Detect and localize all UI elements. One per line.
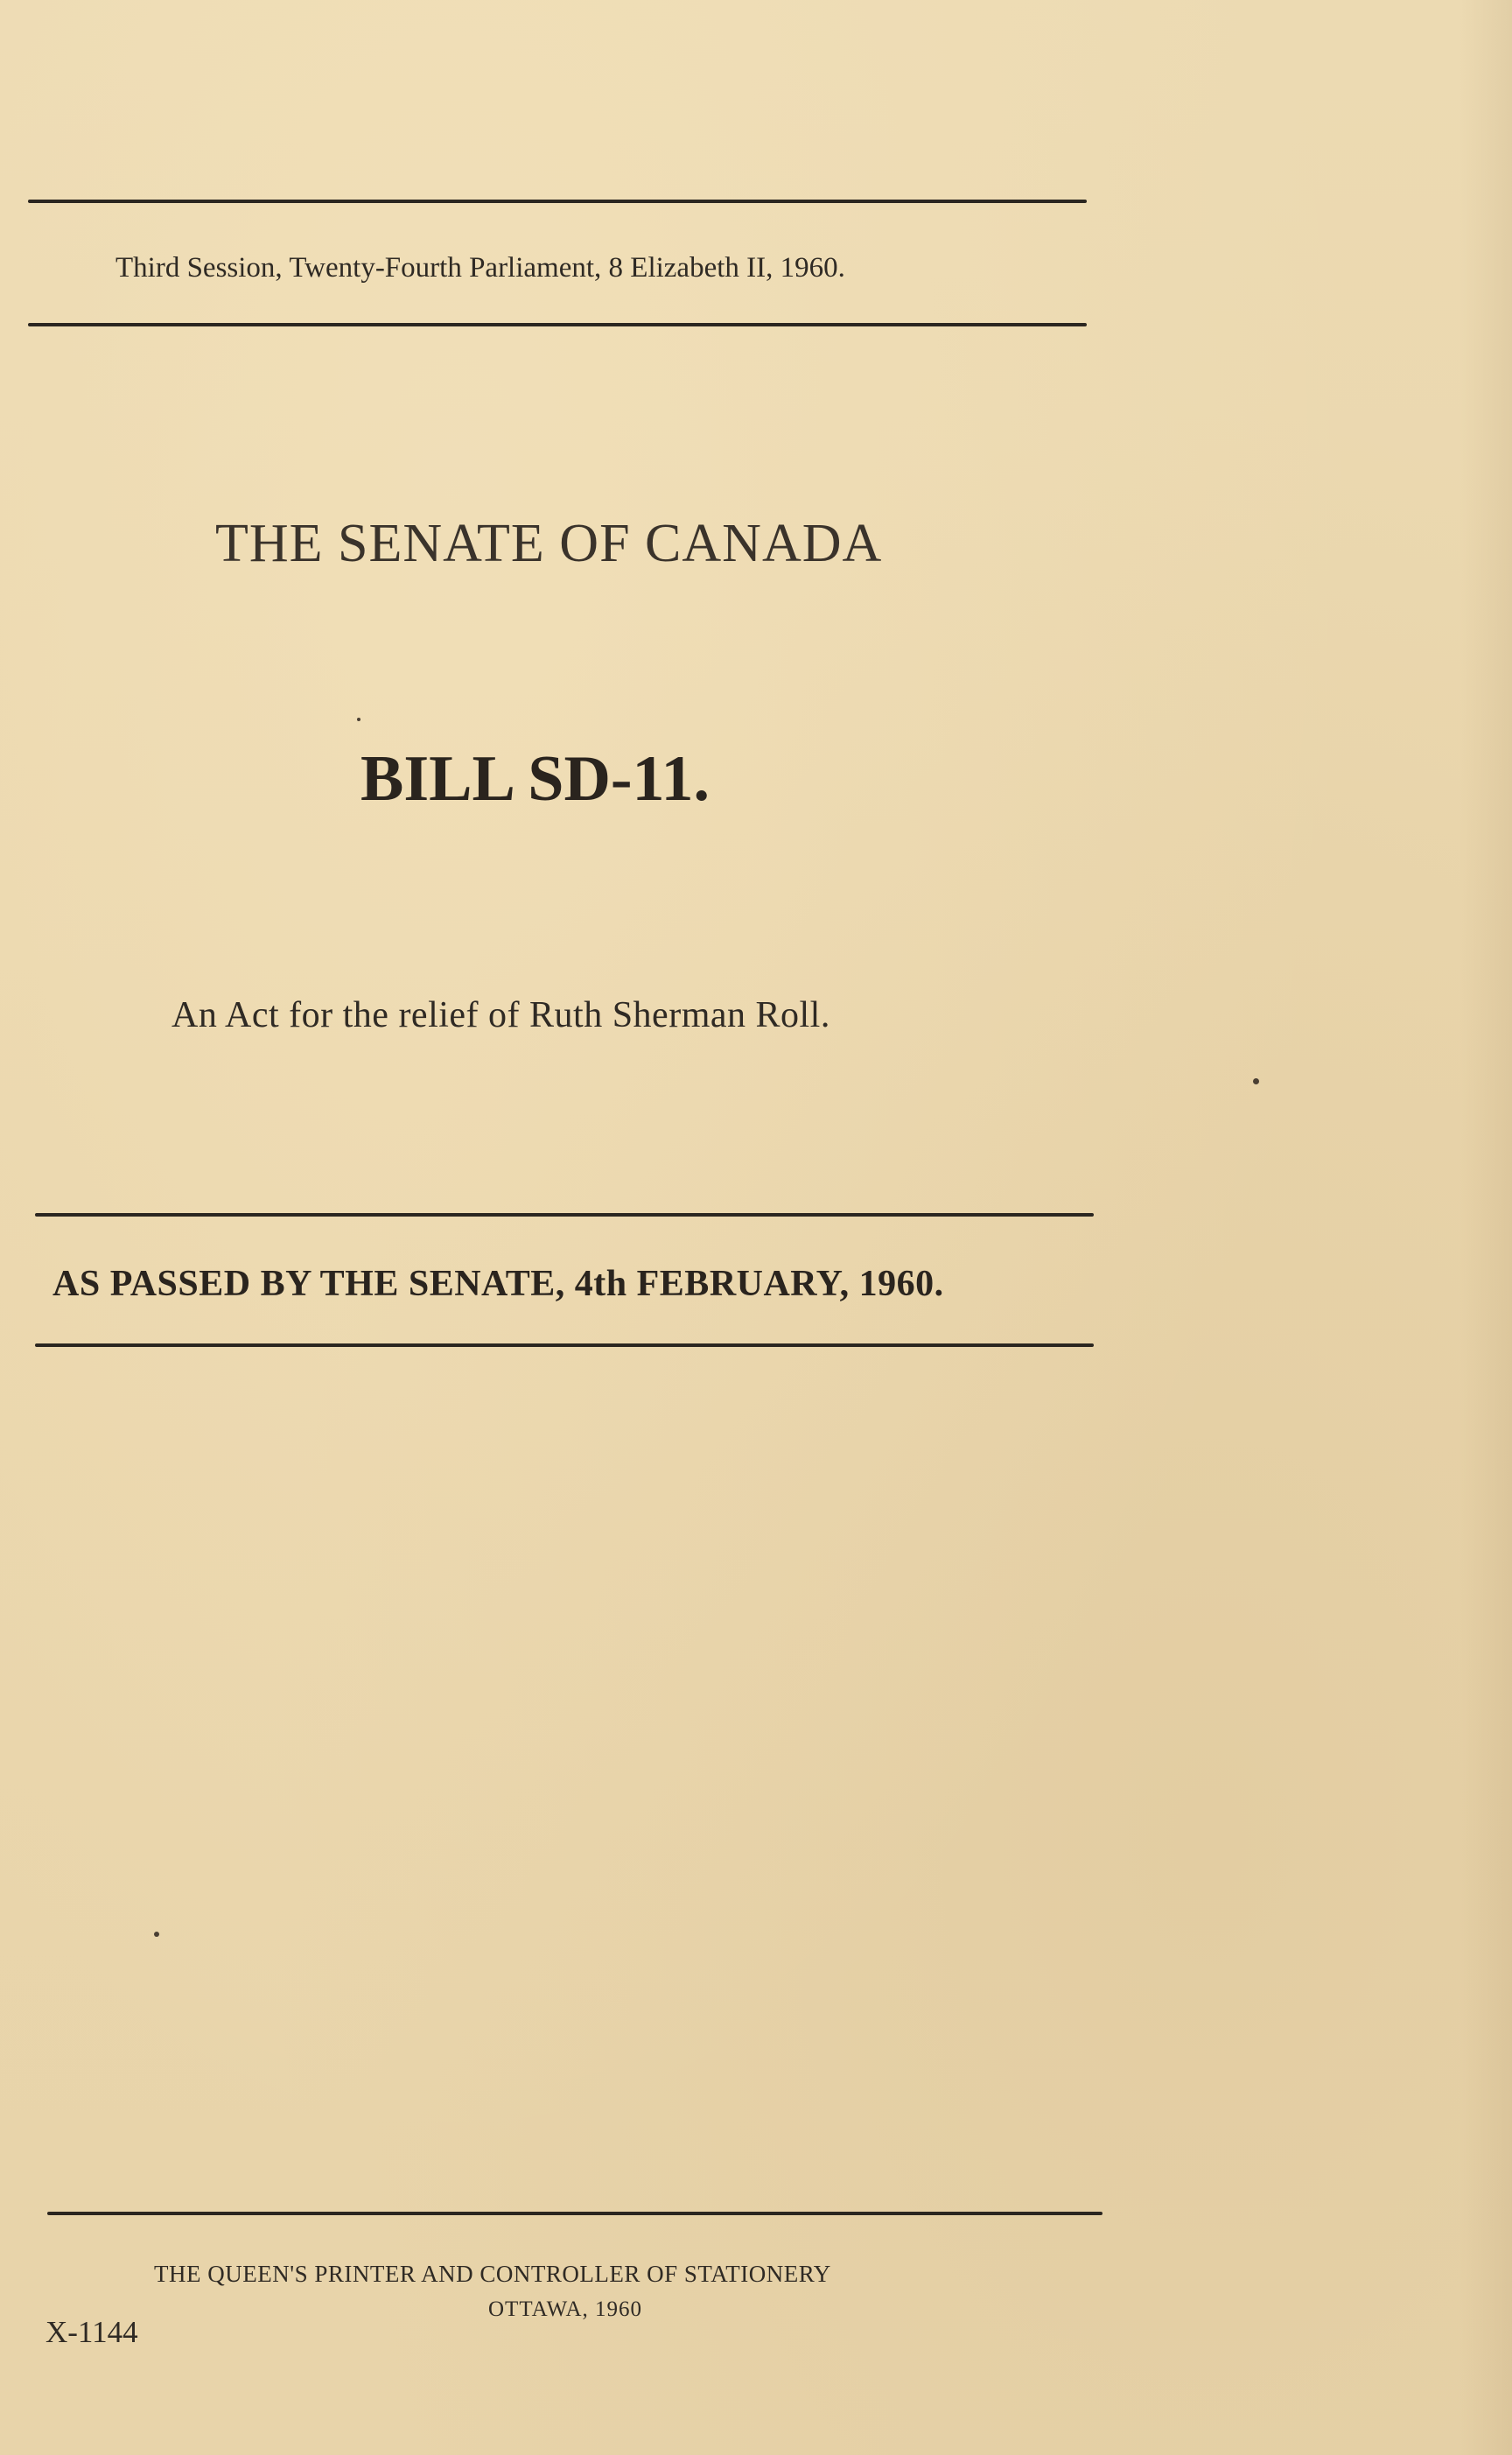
paper-speck	[154, 1932, 159, 1937]
senate-heading: THE SENATE OF CANADA	[215, 514, 883, 573]
printer-city: OTTAWA, 1960	[488, 2297, 643, 2321]
passed-bottom-rule	[35, 1343, 1094, 1347]
document-code: X-1144	[46, 2315, 138, 2349]
passed-line: AS PASSED BY THE SENATE, 4th FEBRUARY, 1960.	[52, 1264, 944, 1304]
session-rule	[28, 323, 1087, 326]
paper-speck	[357, 718, 360, 721]
act-title: An Act for the relief of Ruth Sherman Roll.	[172, 995, 830, 1035]
session-line: Third Session, Twenty-Fourth Parliament, 8 Elizabeth II, 1960.	[116, 252, 845, 284]
top-rule	[28, 200, 1087, 203]
footer-rule	[47, 2212, 1102, 2215]
printer-line: THE QUEEN'S PRINTER AND CONTROLLER OF STATIONERY	[154, 2261, 831, 2287]
paper-speck	[1253, 1078, 1259, 1084]
bill-number: BILL SD-11.	[360, 743, 710, 815]
passed-top-rule	[35, 1213, 1094, 1217]
page-edge-shadow	[1460, 0, 1512, 2455]
